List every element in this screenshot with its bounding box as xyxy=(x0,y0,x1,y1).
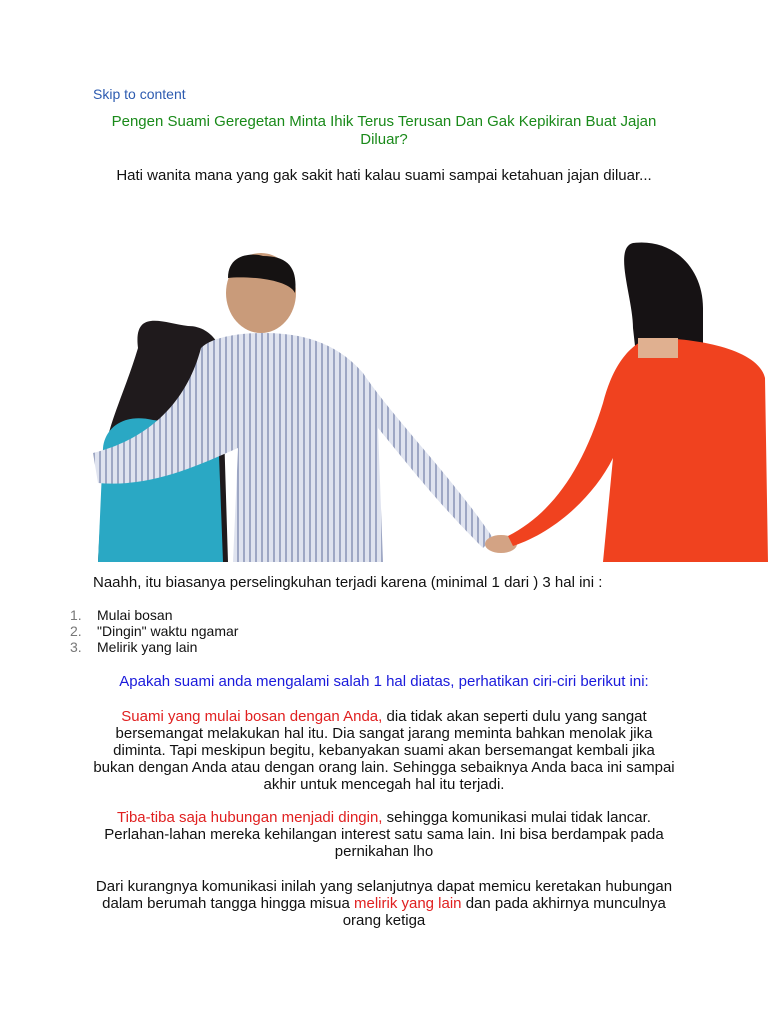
paragraph-bosan xyxy=(92,708,676,793)
list-text: "Dingin" waktu ngamar xyxy=(97,623,239,639)
highlight-text: melirik yang lain xyxy=(353,895,462,912)
list-number: 2. xyxy=(70,623,82,639)
list-number: 3. xyxy=(70,639,82,655)
list-item xyxy=(70,639,238,655)
list-number: 1. xyxy=(70,607,82,623)
body-text: Dari kurangnya komunikasi inilah yang selanjutnya dapat memicu keretakan hubungan dalam berumah tangga hingga misua xyxy=(95,878,673,912)
question-heading: Apakah suami anda mengalami salah 1 hal diatas, perhatikan ciri-ciri berikut ini: xyxy=(119,673,649,690)
skip-to-content-link[interactable]: Skip to content xyxy=(93,86,186,102)
reasons-list xyxy=(70,607,238,655)
highlight-text: Tiba-tiba saja hubungan menjadi dingin, xyxy=(117,809,383,826)
body-text: dia tidak akan seperti dulu yang sangat bersemangat melakukan hal itu. Dia sangat jarang meminta bahkan menolak jika diminta. Tapi meskipun begitu, kebanyakan suami akan bersemangat kembali jika bukan dengan Anda atau dengan orang lain. Sehingga sebaiknya Anda baca ini sampai akhir untuk mencegah hal itu terjadi. xyxy=(93,708,675,793)
article-title: Pengen Suami Geregetan Minta Ihik Terus Terusan Dan Gak Kepikiran Buat Jajan Diluar? xyxy=(111,113,657,148)
list-item xyxy=(70,623,238,639)
body-text: dan pada akhirnya munculnya orang ketiga xyxy=(342,895,666,929)
intro-text: Hati wanita mana yang gak sakit hati kalau suami sampai ketahuan jajan diluar... xyxy=(116,167,652,184)
reasons-intro: Naahh, itu biasanya perselingkuhan terjadi karena (minimal 1 dari ) 3 hal ini : xyxy=(93,574,603,591)
couple-photo xyxy=(93,198,768,562)
list-text: Melirik yang lain xyxy=(97,639,198,655)
highlight-text: Suami yang mulai bosan dengan Anda, xyxy=(121,708,383,725)
couple-illustration xyxy=(93,198,768,562)
body-text: sehingga komunikasi mulai tidak lancar. Perlahan-lahan mereka kehilangan interest satu sama lain. Ini bisa berdampak pada pernikahan lho xyxy=(104,809,664,860)
paragraph-melirik xyxy=(92,878,676,929)
list-item xyxy=(70,607,238,623)
paragraph-dingin xyxy=(92,809,676,860)
list-text: Mulai bosan xyxy=(97,607,173,623)
